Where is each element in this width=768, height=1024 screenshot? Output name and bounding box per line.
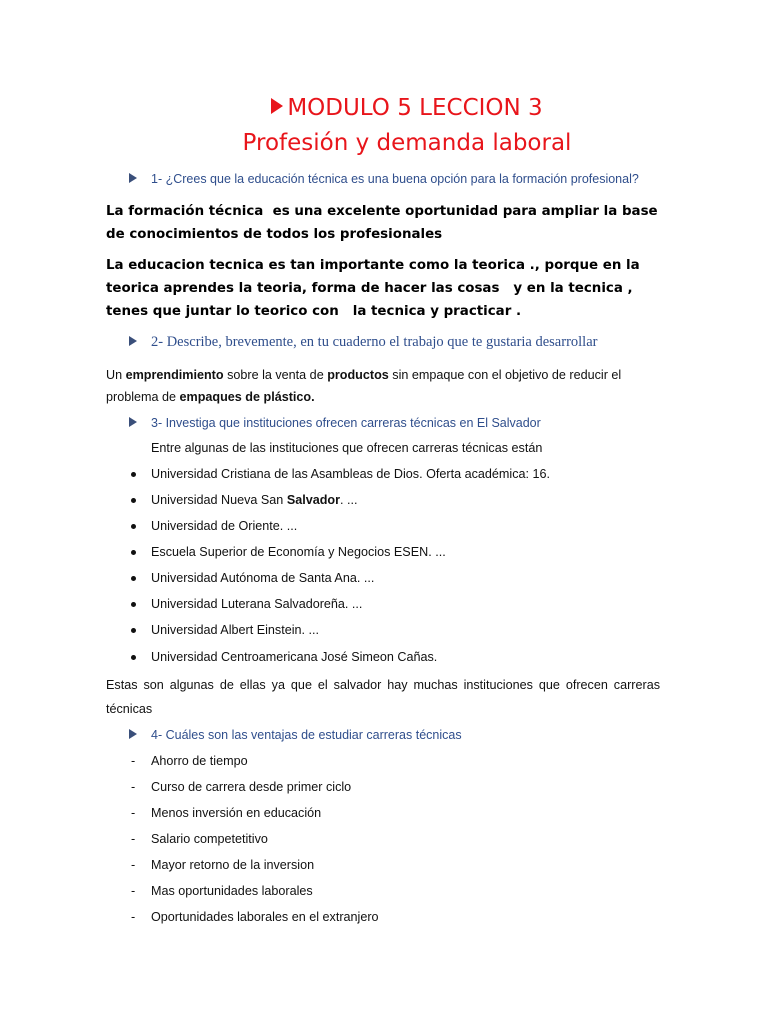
answer-1-paragraph-2: La educacion tecnica es tan importante como la teorica ., porque en la teorica aprendes la teoria, forma de hacer las cosas y en la tecnica , tenes que juntar lo teorico con la tecnica y practicar .	[106, 258, 640, 319]
list-dash: -	[131, 910, 136, 924]
list-item: Universidad Luterana Salvadoreña. ...	[151, 597, 363, 611]
list-bullet	[131, 472, 136, 477]
lesson-subtitle: Profesión y demanda laboral	[242, 130, 572, 156]
module-title: MODULO 5 LECCION 3	[0, 94, 768, 122]
arrow-bullet-icon	[129, 417, 137, 427]
list-bullet	[131, 655, 136, 660]
list-item: Universidad Autónoma de Santa Ana. ...	[151, 571, 375, 585]
answer-1-paragraph-1: La formación técnica es una excelente oportunidad para ampliar la base de conocimientos de todos los profesionales	[106, 204, 658, 242]
list-item: Universidad Albert Einstein. ...	[151, 623, 319, 637]
list-item: Mas oportunidades laborales	[151, 884, 313, 898]
list-bullet	[131, 628, 136, 633]
list-dash: -	[131, 832, 136, 846]
question-4: 4- Cuáles son las ventajas de estudiar carreras técnicas	[129, 726, 462, 744]
arrow-bullet-icon	[271, 98, 283, 114]
question-3: 3- Investiga que instituciones ofrecen carreras técnicas en El Salvador	[129, 414, 541, 432]
question-1: 1- ¿Crees que la educación técnica es una buena opción para la formación profesional?	[129, 170, 639, 188]
list-item: Ahorro de tiempo	[151, 754, 248, 768]
answer-3-intro: Entre algunas de las instituciones que ofrecen carreras técnicas están	[151, 441, 543, 455]
arrow-bullet-icon	[129, 336, 137, 346]
list-bullet	[131, 498, 136, 503]
list-dash: -	[131, 858, 136, 872]
list-dash: -	[131, 806, 136, 820]
list-bullet	[131, 602, 136, 607]
list-item: Escuela Superior de Economía y Negocios ESEN. ...	[151, 545, 446, 559]
list-bullet	[131, 576, 136, 581]
list-item: Curso de carrera desde primer ciclo	[151, 780, 352, 794]
list-bullet	[131, 550, 136, 555]
answer-2: Un emprendimiento sobre la venta de productos sin empaque con el objetivo de reducir el problema de empaques de plástico.	[106, 368, 622, 404]
list-dash: -	[131, 780, 136, 794]
answer-3-closing: Estas son algunas de ellas ya que el salvador hay muchas instituciones que ofrecen carreras técnicas	[106, 678, 660, 716]
list-item: Universidad Nueva San Salvador. ...	[151, 493, 358, 507]
list-item: Oportunidades laborales en el extranjero	[151, 910, 379, 924]
arrow-bullet-icon	[129, 173, 137, 183]
list-item: Salario competetitivo	[151, 832, 268, 846]
list-item: Universidad Centroamericana José Simeon Cañas.	[151, 650, 438, 664]
list-item: Universidad de Oriente. ...	[151, 519, 298, 533]
list-item: Menos inversión en educación	[151, 806, 322, 820]
list-item: Mayor retorno de la inversion	[151, 858, 315, 872]
list-item: Universidad Cristiana de las Asambleas de Dios. Oferta académica: 16.	[151, 467, 550, 481]
list-dash: -	[131, 884, 136, 898]
question-2: 2- Describe, brevemente, en tu cuaderno el trabajo que te gustaria desarrollar	[129, 333, 597, 351]
arrow-bullet-icon	[129, 729, 137, 739]
list-bullet	[131, 524, 136, 529]
list-dash: -	[131, 754, 136, 768]
